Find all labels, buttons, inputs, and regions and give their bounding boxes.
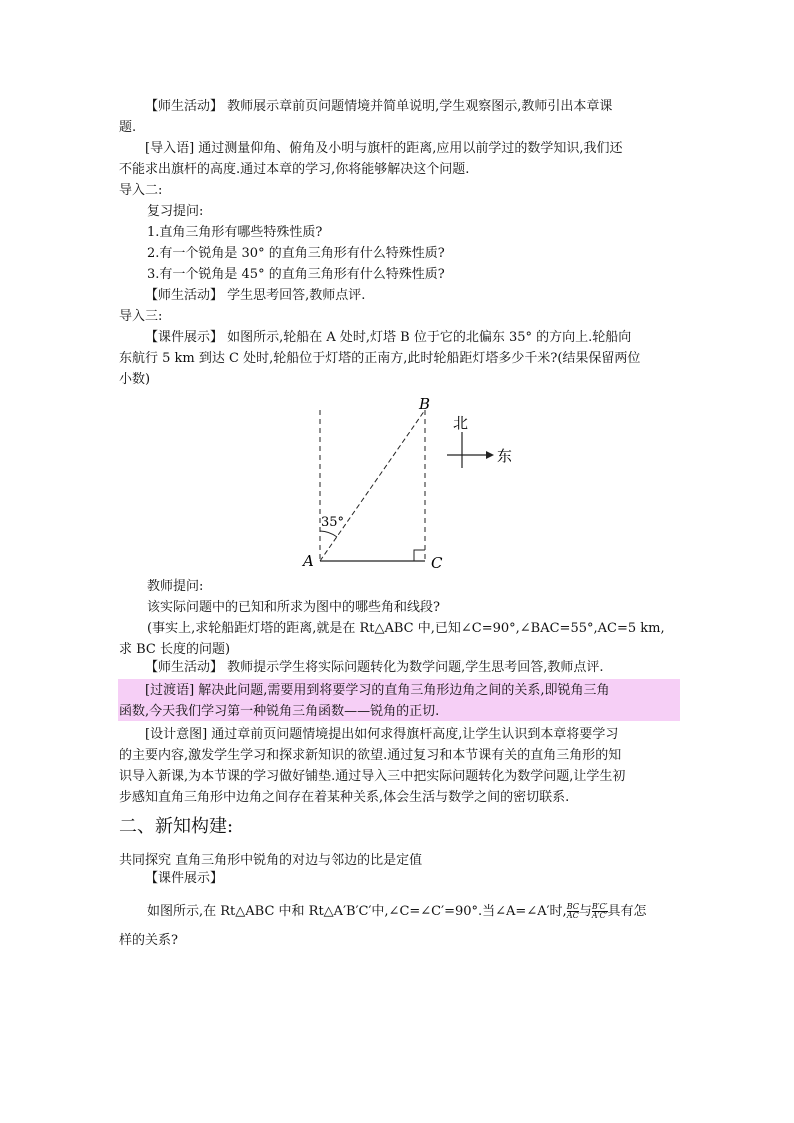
list-item-2: 2.有一个锐角是 30° 的直角三角形有什么特殊性质?	[147, 246, 445, 261]
east-arrow-icon	[486, 451, 494, 459]
fraction-aprime-denominator: A′C′	[591, 911, 608, 920]
para-question: 该实际问题中的已知和所求为图中的哪些角和线段?	[147, 600, 440, 615]
para-explore-title: 共同探究 直角三角形中锐角的对边与邻边的比是定值	[119, 853, 423, 868]
angle-arc	[320, 531, 337, 537]
para-intro-words: [导入语] 通过测量仰角、俯角及小明与旗杆的距离,应用以前学过的数学知识,我们还	[145, 141, 623, 156]
para-teacher-activity-1: 【师生活动】 教师展示章前页问题情境并简单说明,学生观察图示,教师引出本章课	[145, 99, 613, 114]
fraction-bc-ac-denominator: AC	[566, 911, 579, 920]
para-courseware-1-cont: 东航行 5 km 到达 C 处时,轮船位于灯塔的正南方,此时轮船距灯塔多少千米?(结果保留两位	[119, 351, 641, 366]
para-question-cont: 样的关系?	[119, 933, 178, 948]
para-courseware-1-cont2: 小数)	[119, 372, 151, 387]
para-review-question: 复习提问:	[147, 204, 204, 219]
para-design-intent-cont3: 步感知直角三角形中边角之间存在着某种关系,体会生活与数学之间的密切联系.	[119, 790, 570, 805]
fraction-bc-ac-numerator: BC	[566, 902, 579, 911]
angle-label-35: 35°	[321, 515, 345, 530]
point-label-c: C	[431, 554, 443, 572]
para-intro-words-cont: 不能求出旗杆的高度.通过本章的学习,你将能够解决这个问题.	[119, 162, 470, 177]
para-teacher-question: 教师提问:	[147, 579, 204, 594]
segment-ab	[320, 410, 425, 561]
question-text-part-2: 具有怎	[607, 904, 647, 919]
para-teacher-activity-3: 【师生活动】 教师提示学生将实际问题转化为数学问题,学生思考回答,教师点评.	[145, 660, 604, 675]
para-teacher-activity-2: 【师生活动】 学生思考回答,教师点评.	[145, 288, 366, 303]
heading-intro-3: 导入三:	[119, 309, 163, 324]
point-label-a: A	[303, 552, 314, 570]
fraction-bprime-aprime	[592, 903, 608, 920]
right-angle-mark	[414, 550, 425, 561]
para-explanation-cont: 求 BC 长度的问题)	[119, 642, 231, 657]
list-item-1: 1.直角三角形有哪些特殊性质?	[147, 225, 323, 240]
para-design-intent-cont2: 识导入新课,为本节课的学习做好铺垫.通过导入三中把实际问题转化为数学问题,让学生初	[119, 769, 626, 784]
section-heading: 二、新知构建:	[119, 816, 234, 837]
para-teacher-activity-1-cont: 题.	[119, 120, 137, 135]
para-explanation: (事实上,求轮船距灯塔的距离,就是在 Rt△ABC 中,已知∠C=90°,∠BAC=55°,AC=5 km,	[147, 621, 665, 636]
para-courseware-1: 【课件展示】 如图所示,轮船在 A 处时,灯塔 B 位于它的北偏东 35° 的方向上.轮船向	[145, 330, 632, 345]
fraction-bc-ac	[567, 903, 579, 920]
para-design-intent: [设计意图] 通过章前页问题情境提出如何求得旗杆高度,让学生认识到本章将要学习	[145, 727, 619, 742]
question-text-part-1: 如图所示,在 Rt△ABC 中和 Rt△A′B′C′中,∠C=∠C′=90°.当∠A=∠A′时,	[147, 904, 567, 919]
question-text-and: 与	[578, 904, 592, 919]
para-transition: [过渡语] 解决此问题,需要用到将要学习的直角三角形边角之间的关系,即锐角三角	[145, 683, 610, 698]
para-transition-cont: 函数,今天我们学习第一种锐角三角函数——锐角的正切.	[119, 704, 440, 719]
heading-intro-2: 导入二:	[119, 183, 163, 198]
para-design-intent-cont: 的主要内容,激发学生学习和探求新知识的欲望.通过复习和本节课有关的直角三角形的知	[119, 748, 622, 763]
compass-east-label: 东	[497, 447, 513, 465]
compass-north-label: 北	[453, 414, 469, 432]
list-item-3: 3.有一个锐角是 45° 的直角三角形有什么特殊性质?	[147, 267, 445, 282]
point-label-b: B	[419, 395, 431, 413]
para-courseware-2: 【课件展示】	[145, 871, 224, 886]
fraction-bprime-numerator: B′C′	[591, 902, 608, 911]
para-question-fractions	[147, 898, 707, 926]
